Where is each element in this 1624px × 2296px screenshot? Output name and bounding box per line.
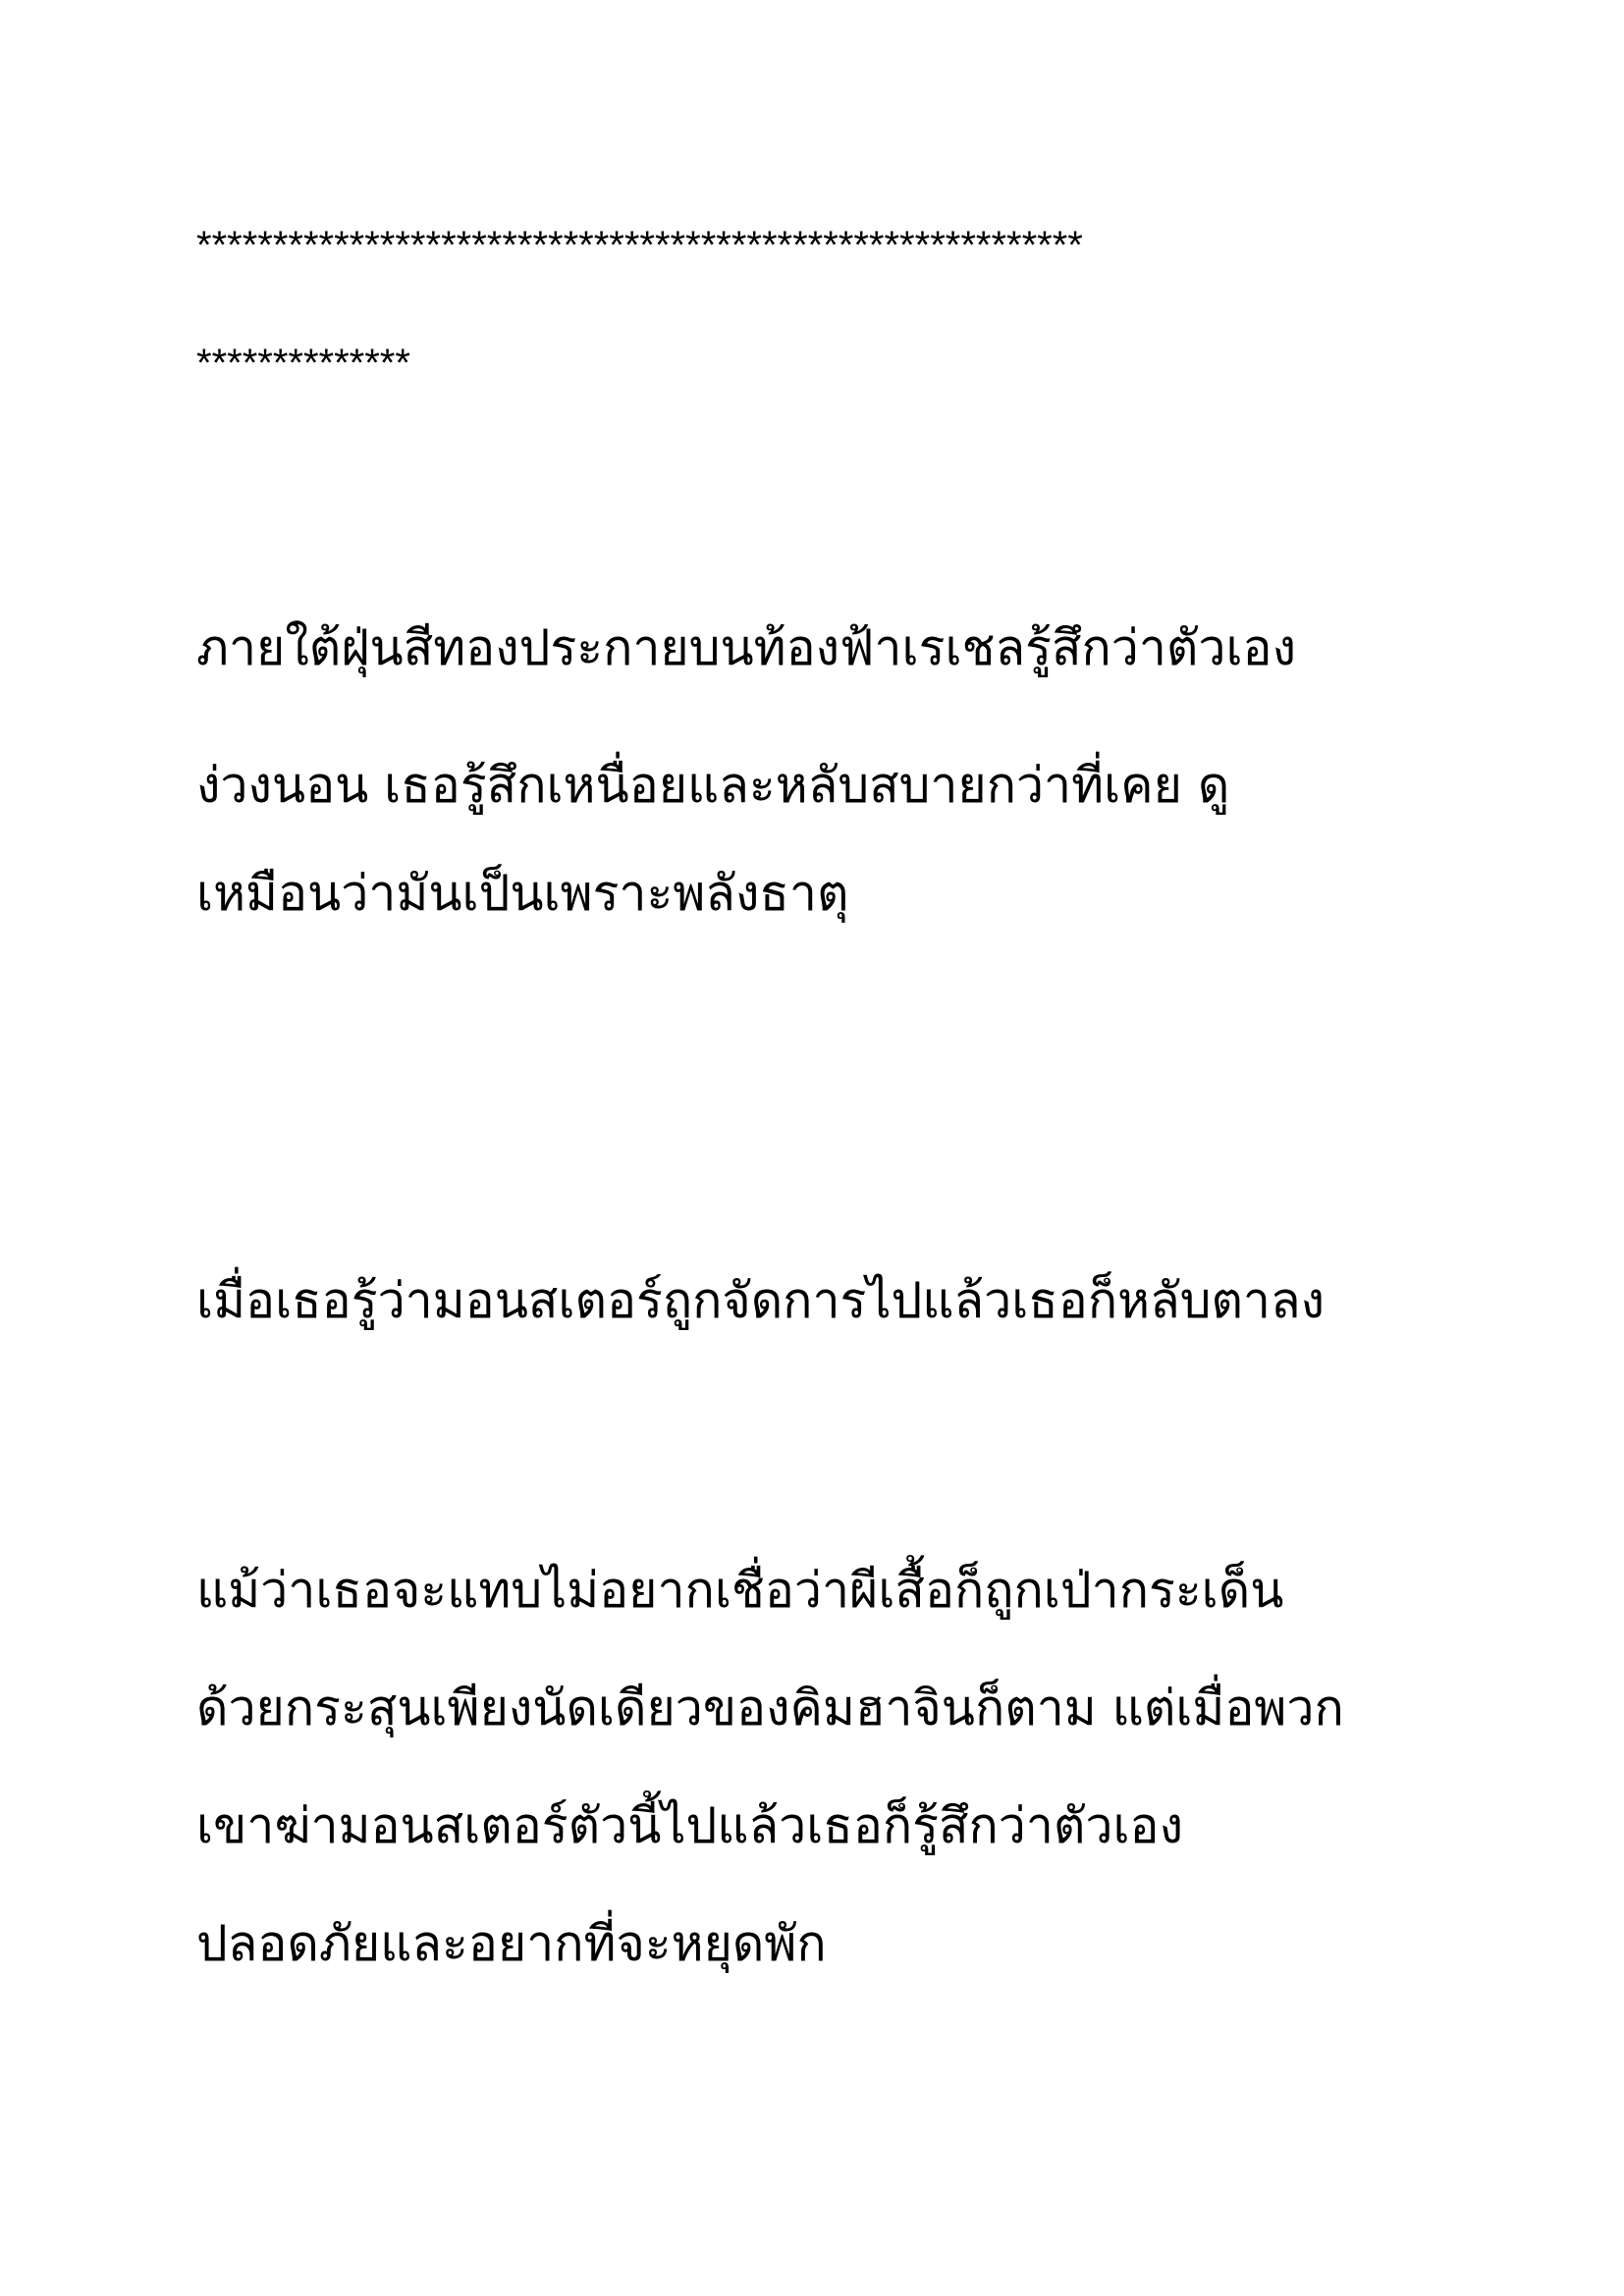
paragraph-3-line-4: ปลอดภัยและอยากที่จะหยุดพัก xyxy=(196,1915,827,1972)
separator-line-2: ************** xyxy=(196,342,410,385)
separator-line-1: ********************************************************** xyxy=(196,224,1083,267)
paragraph-1-line-2: ง่วงนอน เธอรู้สึกเหนื่อยและหลับสบายกว่าที่เคย ดู xyxy=(196,757,1230,814)
paragraph-3-line-1: แม้ว่าเธอจะแทบไม่อยากเชื่อว่าผีเสื้อก็ถูกเป่ากระเด็น xyxy=(196,1562,1284,1619)
paragraph-1-line-1: ภายใต้ฝุ่นสีทองประกายบนท้องฟ้าเรเชลรู้สึกว่าตัวเอง xyxy=(196,619,1296,676)
paragraph-3-line-3: เขาฆ่ามอนสเตอร์ตัวนี้ไปแล้วเธอก็รู้สึกว่าตัวเอง xyxy=(196,1797,1184,1854)
paragraph-3-line-2: ด้วยกระสุนเพียงนัดเดียวของคิมฮาจินก็ตาม แต่เมื่อพวก xyxy=(196,1680,1344,1736)
paragraph-2-line-1: เมื่อเธอรู้ว่ามอนสเตอร์ถูกจัดการไปแล้วเธอก็หลับตาลง xyxy=(196,1272,1326,1329)
paragraph-1-line-3: เหมือนว่ามันเป็นเพราะพลังธาตุ xyxy=(196,865,849,922)
